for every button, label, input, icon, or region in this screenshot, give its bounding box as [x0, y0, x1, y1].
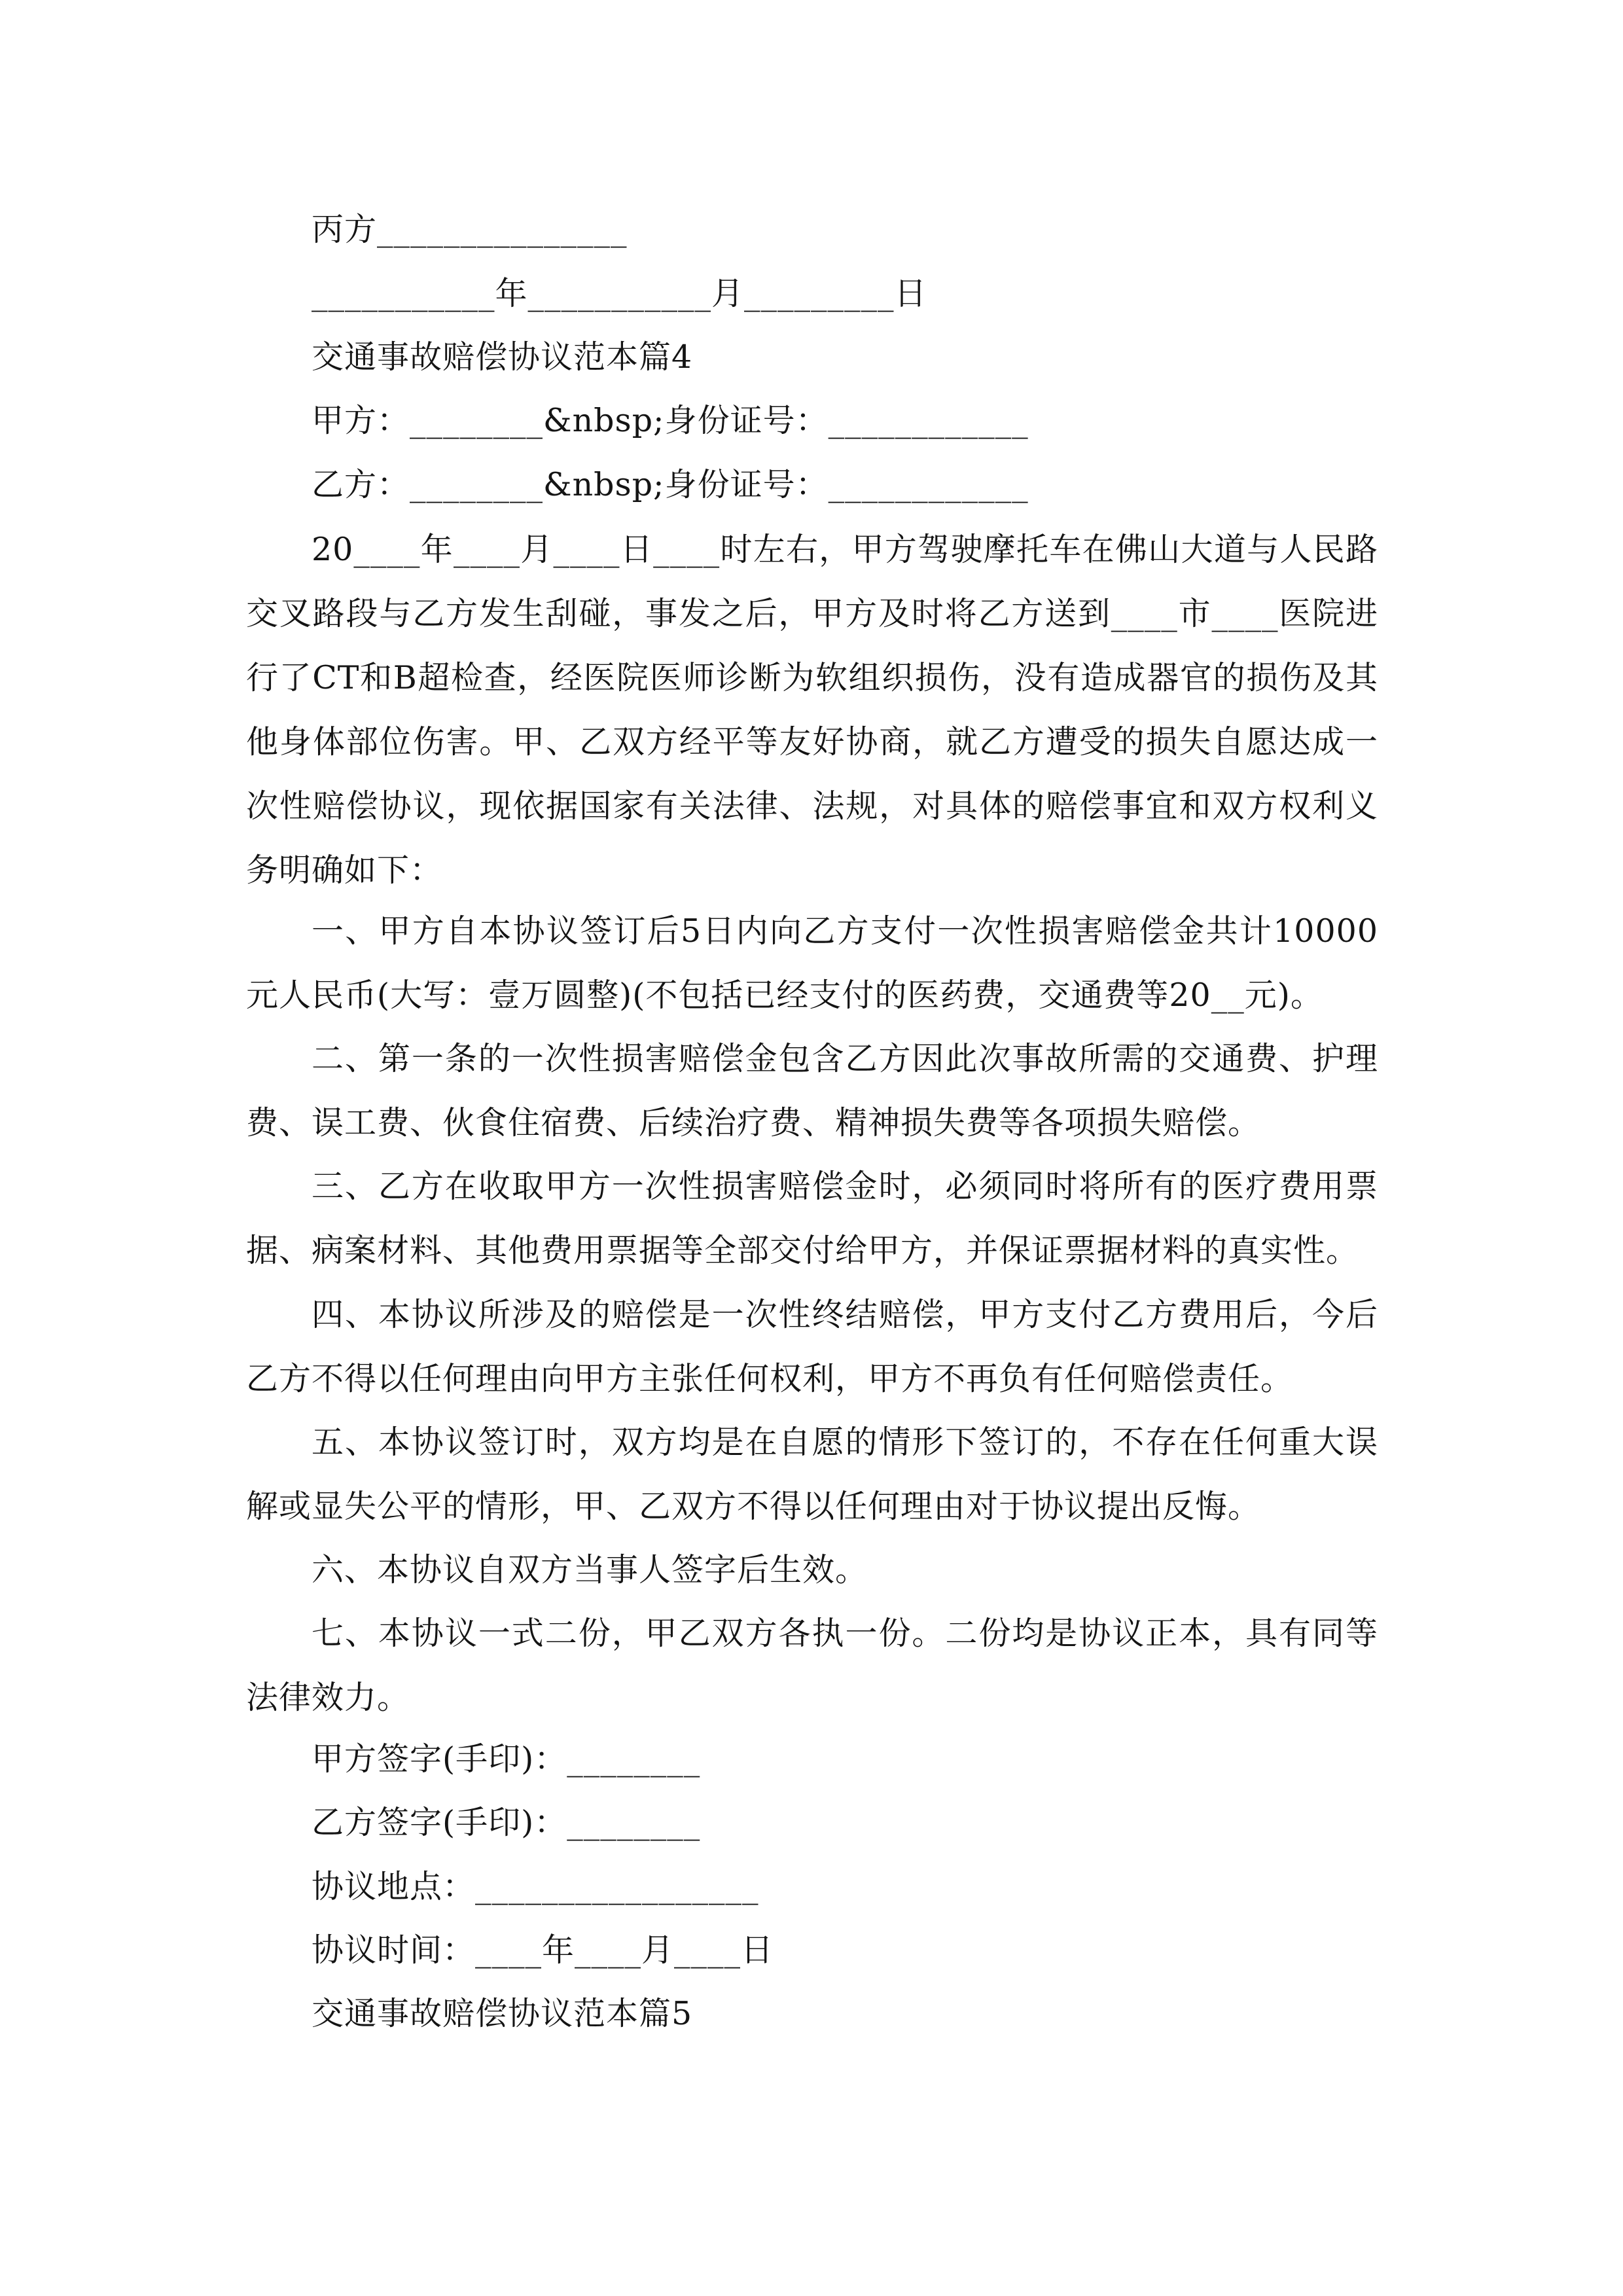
clause-4: 四、本协议所涉及的赔偿是一次性终结赔偿，甲方支付乙方费用后，今后乙方不得以任何理由向甲方主张任何权利，甲方不再负有任何赔偿责任。: [246, 1296, 1378, 1397]
party-b-signature-line: 乙方签字(手印)：________: [312, 1804, 701, 1841]
party-b-id-line: 乙方：________&nbsp;身份证号：____________: [312, 466, 1029, 503]
clause-5: 五、本协议签订时，双方均是在自愿的情形下签订的，不存在任何重大误解或显失公平的情形，甲、乙双方不得以任何理由对于协议提出反悔。: [246, 1424, 1378, 1525]
party-a-id-line: 甲方：________&nbsp;身份证号：____________: [312, 402, 1029, 439]
agreement-time-line: 协议时间：____年____月____日: [312, 1931, 774, 1969]
clause-2: 二、第一条的一次性损害赔偿金包含乙方因此次事故所需的交通费、护理费、误工费、伙食住宿费、后续治疗费、精神损失费等各项损失赔偿。: [246, 1040, 1378, 1141]
clause-6: 六、本协议自双方当事人签字后生效。: [312, 1551, 868, 1588]
incident-paragraph: 20____年____月____日____时左右，甲方驾驶摩托车在佛山大道与人民路交叉路段与乙方发生刮碰，事发之后，甲方及时将乙方送到____市____医院进行了CT和B超检查，经医院医师诊断为软组织损伤，没有造成器官的损伤及其他身体部位伤害。甲、乙双方经平等友好协商，就乙方遭受的损失自愿达成一次性赔偿协议，现依据国家有关法律、法规，对具体的赔偿事宜和双方权利义务明确如下：: [246, 531, 1378, 889]
party-c-line: 丙方_______________: [312, 211, 628, 248]
clause-7: 七、本协议一式二份，甲乙双方各执一份。二份均是协议正本，具有同等法律效力。: [246, 1615, 1378, 1716]
section-heading-5: 交通事故赔偿协议范本篇5: [312, 1995, 693, 2032]
clause-3: 三、乙方在收取甲方一次性损害赔偿金时，必须同时将所有的医疗费用票据、病案材料、其他费用票据等全部交付给甲方，并保证票据材料的真实性。: [246, 1168, 1378, 1269]
section-heading-4: 交通事故赔偿协议范本篇4: [312, 338, 693, 376]
agreement-place-line: 协议地点：_________________: [312, 1868, 759, 1905]
party-a-signature-line: 甲方签字(手印)：________: [312, 1740, 701, 1778]
date-line: ___________年___________月_________日: [312, 275, 927, 312]
clause-1: 一、甲方自本协议签订后5日内向乙方支付一次性损害赔偿金共计10000元人民币(大写：壹万圆整)(不包括已经支付的医药费，交通费等20__元)。: [246, 912, 1378, 1014]
